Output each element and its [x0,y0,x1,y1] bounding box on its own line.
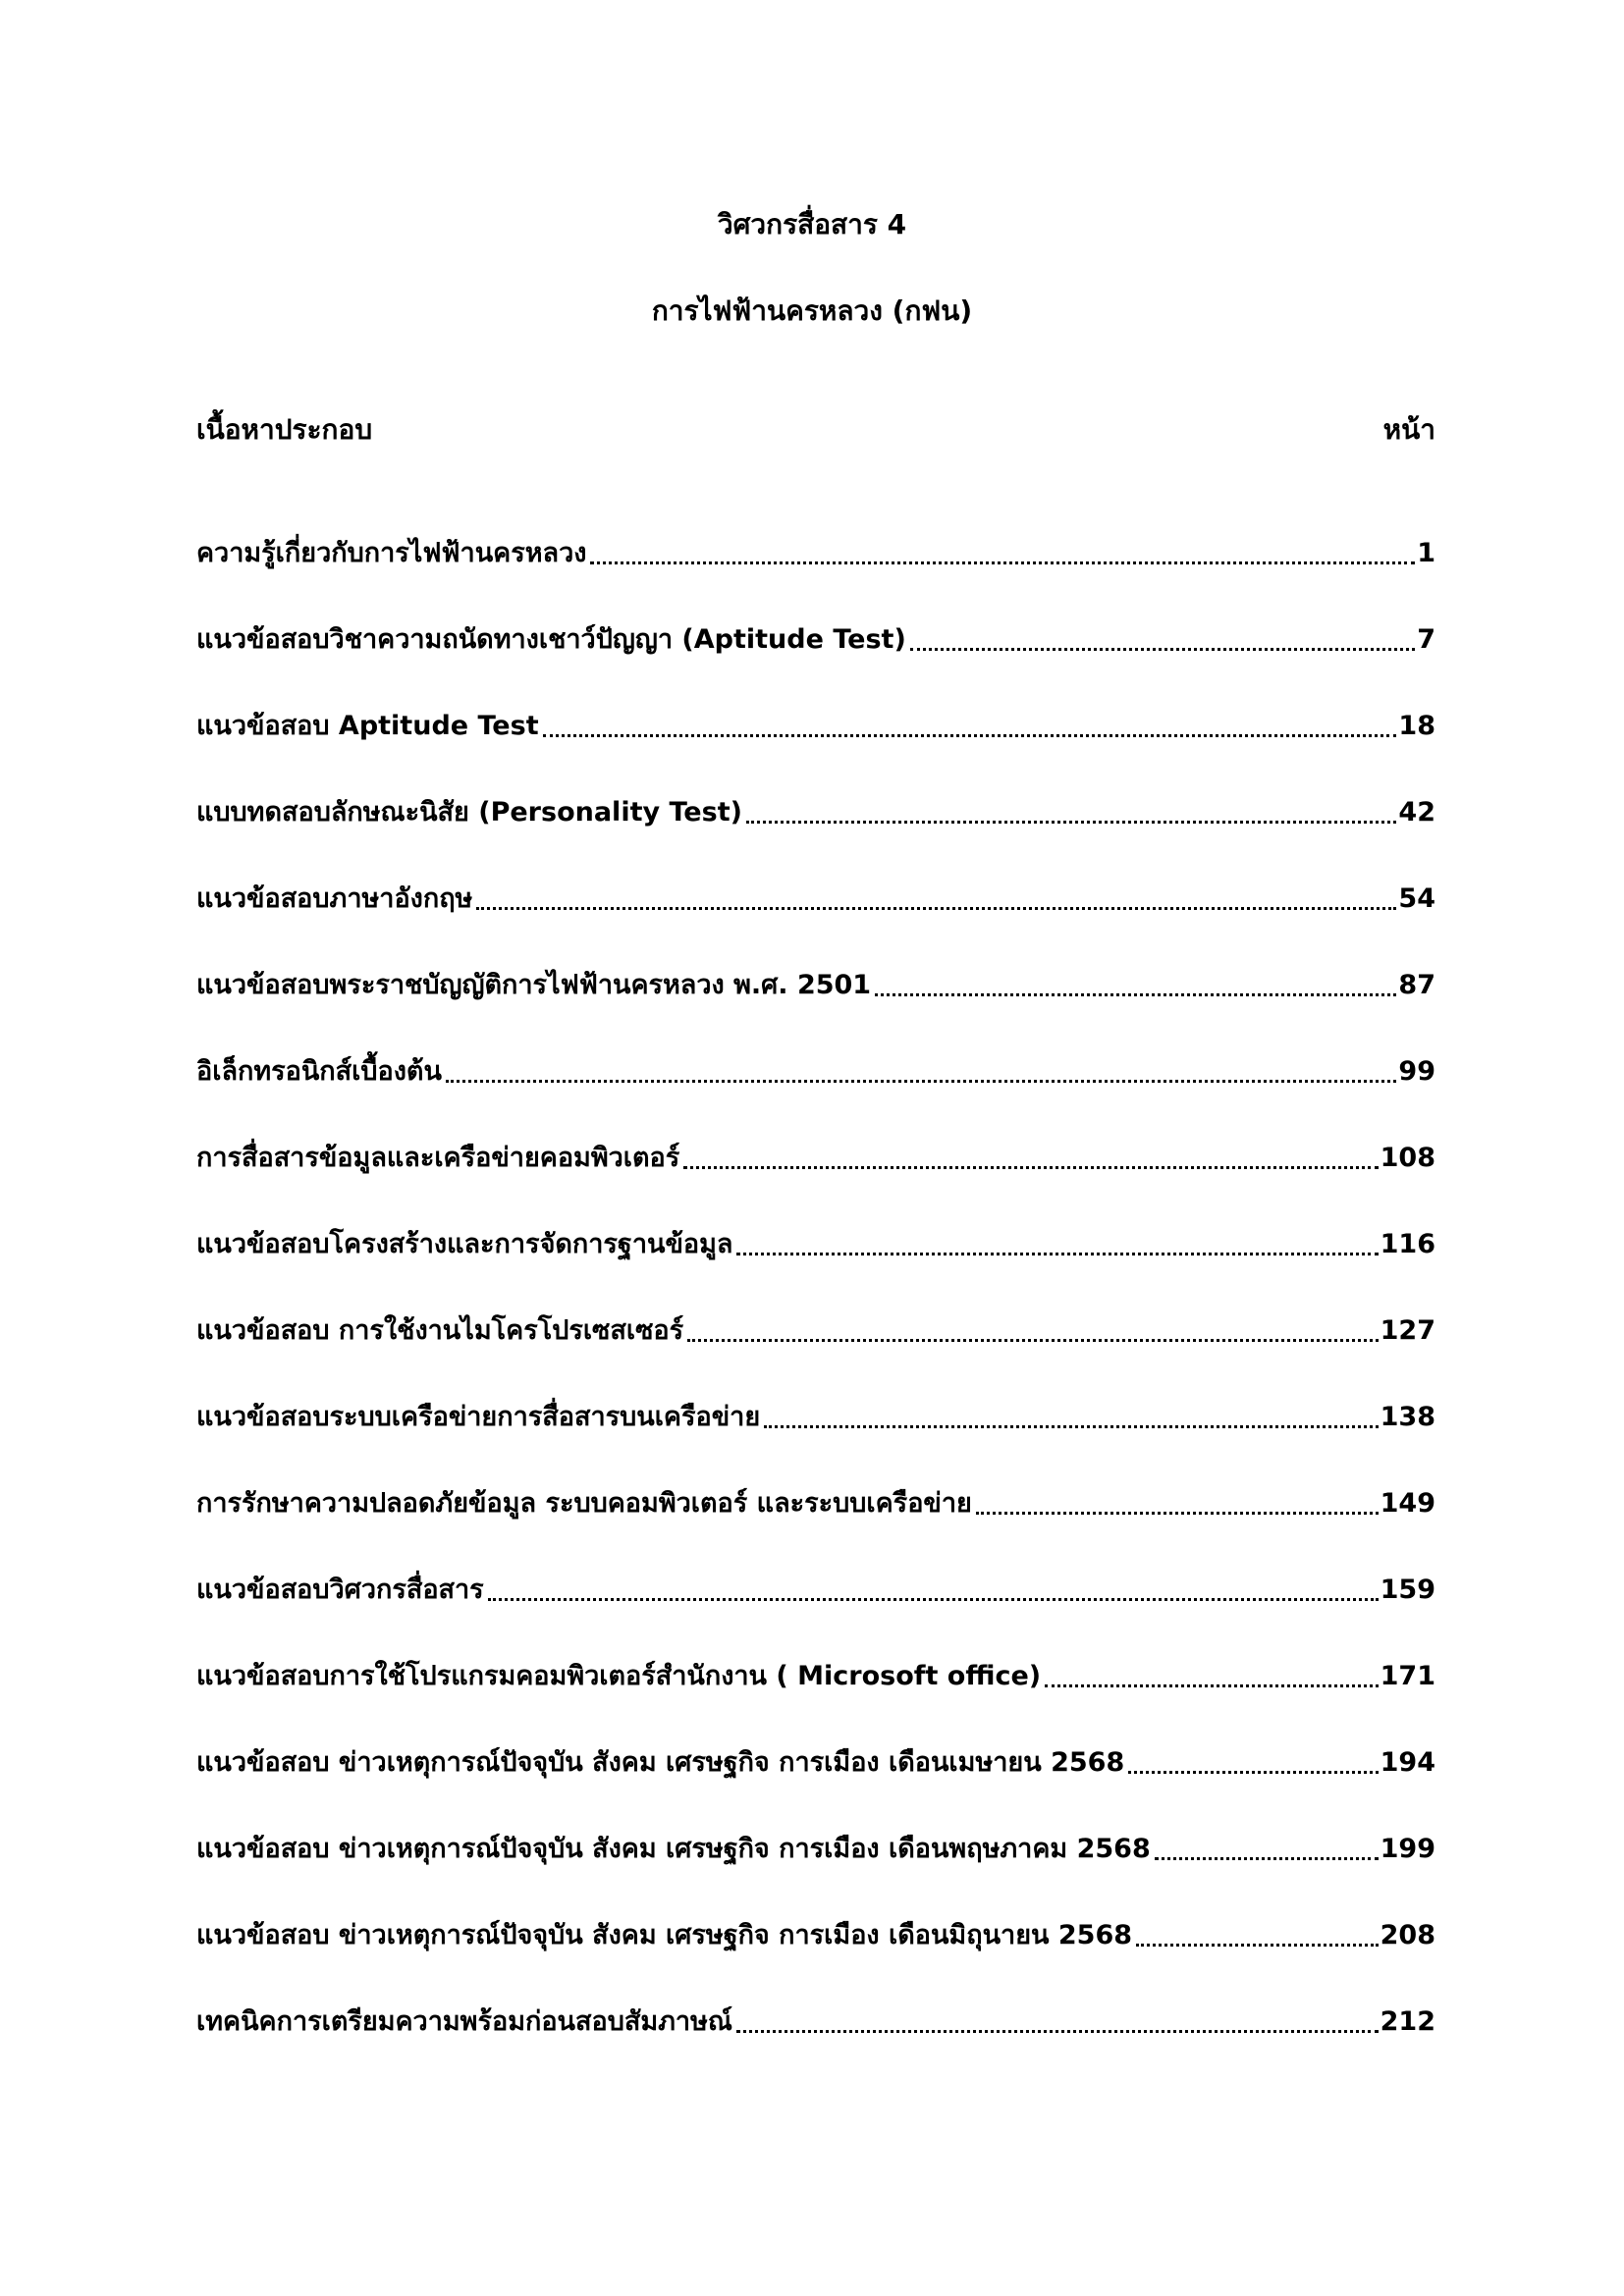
toc-entry-title: แนวข้อสอบ การใช้งานไมโครโปรเซสเซอร์ [196,1315,684,1346]
toc-entry-title: เทคนิคการเตรียมความพร้อมก่อนสอบสัมภาษณ์ [196,2006,732,2037]
toc-entry [196,789,1435,832]
toc-entry [196,1999,1435,2042]
toc-header [196,410,1435,450]
toc-entry [196,1653,1435,1696]
toc-dot-leader [736,2002,1379,2042]
toc-dot-leader [590,534,1415,573]
toc-contents-label: เนื้อหาประกอบ [196,413,373,446]
toc-entry-page: 208 [1380,1920,1435,1950]
toc-dot-leader [1155,1830,1379,1869]
toc-entry [196,962,1435,1005]
toc-entry-page: 99 [1398,1056,1435,1087]
toc-entry [196,876,1435,919]
toc-entry-page: 116 [1380,1229,1435,1259]
toc-entry-page: 42 [1398,797,1435,828]
toc-entry-page: 212 [1380,2006,1435,2037]
toc-dot-leader [746,793,1396,832]
toc-page-label: หน้า [1382,413,1435,446]
toc-entry-page: 108 [1380,1143,1435,1173]
toc-entry-page: 138 [1380,1402,1435,1432]
toc-entry-title: แนวข้อสอบ ข่าวเหตุการณ์ปัจจุบัน สังคม เศรษฐกิจ การเมือง เดือนพฤษภาคม 2568 [196,1834,1151,1864]
document-title: วิศวกรสื่อสาร 4 [717,208,907,240]
toc-entry-page: 87 [1398,970,1435,1000]
toc-entry [196,616,1435,660]
toc-dot-leader [910,620,1415,660]
toc-entry-title: แนวข้อสอบพระราชบัญญัติการไฟฟ้านครหลวง พ.ศ. 2501 [196,970,872,1000]
toc-dot-leader [683,1139,1378,1178]
toc-entry-title: ความรู้เกี่ยวกับการไฟฟ้านครหลวง [196,538,587,568]
toc-entry-title: แนวข้อสอบระบบเครือข่ายการสื่อสารบนเครือข่าย [196,1402,761,1432]
toc-entry-title: แนวข้อสอบ Aptitude Test [196,711,539,741]
toc-dot-leader [476,880,1396,919]
toc-entry-title: การสื่อสารข้อมูลและเครือข่ายคอมพิวเตอร์ [196,1143,680,1173]
toc-entry-page: 127 [1380,1315,1435,1346]
toc-entry [196,1912,1435,1955]
toc-entry [196,1221,1435,1264]
toc-dot-leader [446,1052,1397,1092]
toc-entry-title: แนวข้อสอบการใช้โปรแกรมคอมพิวเตอร์สำนักงาน ( Microsoft office) [196,1661,1042,1691]
toc-dot-leader [764,1398,1378,1437]
toc-entry [196,1308,1435,1351]
toc-entry-title: แนวข้อสอบวิชาความถนัดทางเชาว์ปัญญา (Aptitude Test) [196,624,906,655]
toc-entry-title: การรักษาความปลอดภัยข้อมูล ระบบคอมพิวเตอร์ และระบบเครือข่าย [196,1488,972,1519]
toc-entry-page: 159 [1380,1575,1435,1605]
toc-entry-page: 1 [1417,538,1435,568]
toc-entry [196,1394,1435,1437]
toc-entry-title: อิเล็กทรอนิกส์เบื้องต้น [196,1056,442,1087]
toc-entry-page: 18 [1398,711,1435,741]
toc-entry-page: 199 [1380,1834,1435,1864]
toc-entry-title: แนวข้อสอบ ข่าวเหตุการณ์ปัจจุบัน สังคม เศรษฐกิจ การเมือง เดือนมิถุนายน 2568 [196,1920,1133,1950]
document-subtitle: การไฟฟ้านครหลวง (กฟน) [651,294,973,327]
toc-entry-title: แนวข้อสอบวิศวกรสื่อสาร [196,1575,484,1605]
toc-dot-leader [1045,1657,1379,1696]
toc-dot-leader [976,1484,1379,1523]
toc-entry-page: 171 [1380,1661,1435,1691]
toc-entry-title: แนวข้อสอบภาษาอังกฤษ [196,883,473,914]
toc-entry-page: 149 [1380,1488,1435,1519]
toc-entry-page: 7 [1417,624,1435,655]
toc-entry-title: แบบทดสอบลักษณะนิสัย (Personality Test) [196,797,742,828]
toc-entry [196,703,1435,746]
toc-entry [196,1826,1435,1869]
toc-entry [196,1567,1435,1610]
toc-dot-leader [687,1311,1378,1351]
toc-entry [196,1480,1435,1523]
toc-entry [196,1135,1435,1178]
toc-dot-leader [543,707,1397,746]
toc-entry [196,1048,1435,1092]
toc-dot-leader [736,1225,1378,1264]
toc-dot-leader [1128,1743,1378,1783]
toc-entry-title: แนวข้อสอบ ข่าวเหตุการณ์ปัจจุบัน สังคม เศรษฐกิจ การเมือง เดือนเมษายน 2568 [196,1747,1125,1778]
toc-entry [196,530,1435,573]
toc-dot-leader [875,966,1396,1005]
toc-entry-title: แนวข้อสอบโครงสร้างและการจัดการฐานข้อมูล [196,1229,733,1259]
toc-entry-page: 194 [1380,1747,1435,1778]
toc-dot-leader [488,1571,1379,1610]
toc-dot-leader [1136,1916,1379,1955]
toc-entry-page: 54 [1398,883,1435,914]
toc-entry [196,1739,1435,1783]
